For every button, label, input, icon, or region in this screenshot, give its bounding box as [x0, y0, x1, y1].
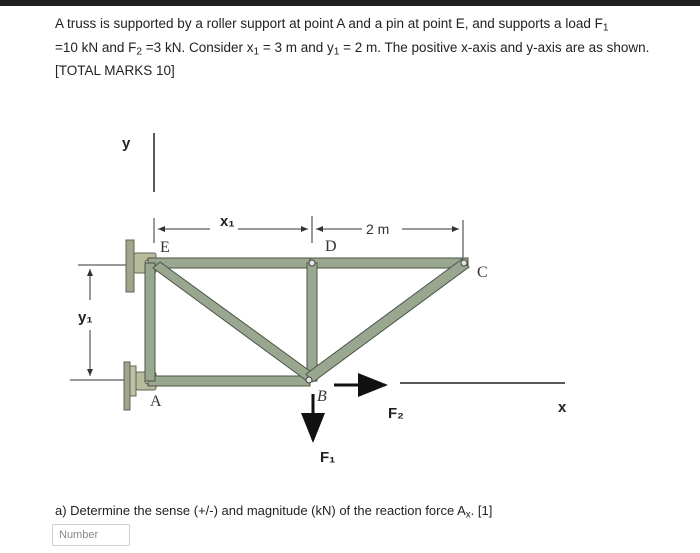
f1-label: F₁ [320, 449, 336, 466]
f2-label: F₂ [388, 405, 404, 422]
truss-diagram [0, 100, 700, 500]
answer-number-input[interactable] [52, 524, 130, 546]
problem-line-1: A truss is supported by a roller support at point A and a pin at point E, and supports a load $F_1$ [55, 16, 609, 34]
x-axis-label: x [558, 399, 567, 416]
node-A-label: A [150, 393, 162, 410]
truss-members [145, 258, 469, 386]
node-D-label: D [325, 238, 337, 255]
question-a: a) Determine the sense (+/-) and magnitude (kN) of the reaction force $A_x$. [1] [55, 503, 493, 521]
node-C-label: C [477, 264, 488, 281]
member-EB [153, 262, 314, 381]
2m-label: 2 m [366, 221, 390, 237]
joint-D [309, 260, 315, 266]
member-EA [145, 263, 155, 381]
node-E-label: E [160, 239, 170, 256]
joint-C [461, 260, 467, 266]
top-border [0, 0, 700, 6]
node-B-label: B [317, 388, 327, 405]
x1-label: x₁ [220, 213, 235, 230]
y1-label: y₁ [78, 309, 93, 326]
member-DC [310, 258, 468, 268]
y-axis-label: y [122, 135, 131, 152]
member-AB [148, 376, 310, 386]
joint-B [306, 377, 312, 383]
member-DB [307, 263, 317, 381]
problem-line-2: =10 kN and $F_2 =3$ kN. Consider $x_1 = 3$ m and $y_1 = 2$ m. The positive x-axis and y-axis are as shown. [55, 39, 650, 58]
problem-statement [55, 14, 685, 80]
member-ED [148, 258, 314, 268]
member-BC [306, 259, 469, 382]
problem-line-3: [TOTAL MARKS 10] [55, 63, 175, 79]
